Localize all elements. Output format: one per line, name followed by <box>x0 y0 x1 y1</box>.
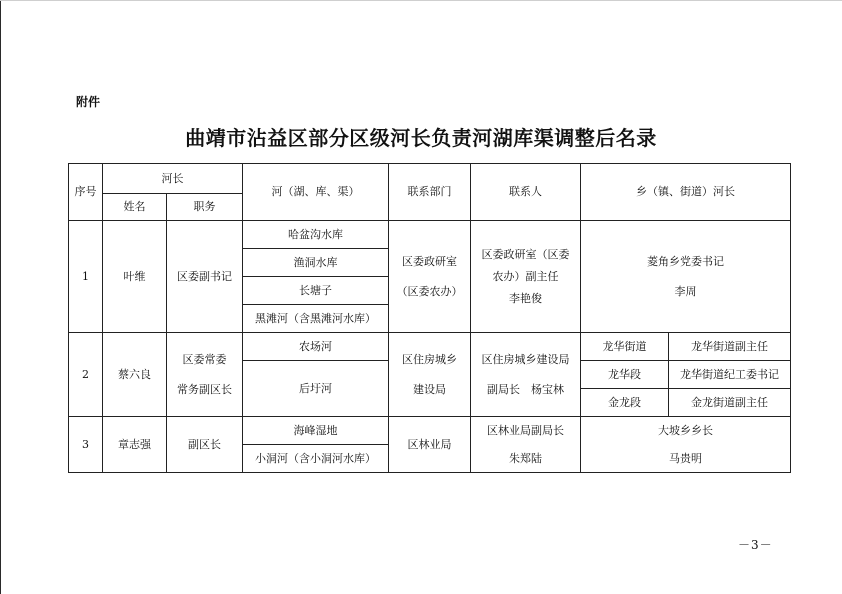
row-water: 后圩河 <box>243 361 389 417</box>
row-position-line: 常务副区长 <box>177 382 232 396</box>
row-township-chief: 金龙街道副主任 <box>669 389 791 417</box>
header-department: 联系部门 <box>389 164 471 221</box>
row-department <box>389 333 471 417</box>
row-water: 农场河 <box>243 333 389 361</box>
row-contact-line: 副局长 杨宝林 <box>487 382 564 396</box>
row-contact <box>471 417 581 473</box>
header-seq: 序号 <box>69 164 103 221</box>
header-waters: 河（湖、库、渠） <box>243 164 389 221</box>
header-position: 职务 <box>167 194 243 221</box>
row-name: 章志强 <box>103 417 167 473</box>
row-township-title: 大坡乡乡长 <box>658 423 713 437</box>
row-water: 海峰湿地 <box>243 417 389 445</box>
row-department: 区林业局 <box>389 417 471 473</box>
row-position: 区委副书记 <box>167 221 243 333</box>
row-township-area: 龙华段 <box>581 361 669 389</box>
row-contact-line: 区住房城乡建设局 <box>481 352 570 366</box>
row-township-area: 龙华街道 <box>581 333 669 361</box>
row-seq: 1 <box>69 221 103 333</box>
row-water: 长塘子 <box>243 277 389 305</box>
table-row <box>69 417 791 445</box>
table-row <box>69 221 791 249</box>
row-department-line: （区委农办） <box>396 284 463 298</box>
row-contact-line: 区林业局副局长 <box>487 423 564 437</box>
row-township <box>581 417 791 473</box>
page-left-edge <box>0 0 1 594</box>
row-township-area: 金龙段 <box>581 389 669 417</box>
row-contact-line: 区委政研室（区委 <box>481 247 570 261</box>
row-contact <box>471 221 581 333</box>
row-water: 黑滩河（含黑滩河水库） <box>243 305 389 333</box>
row-department-line: 区住房城乡 <box>402 352 457 366</box>
row-township-name: 马贵明 <box>669 451 702 465</box>
row-seq: 2 <box>69 333 103 417</box>
page-number: －3－ <box>738 538 773 552</box>
row-contact-line: 朱郑陆 <box>509 451 542 465</box>
document-title: 曲靖市沾益区部分区级河长负责河湖库渠调整后名录 <box>185 126 657 150</box>
row-position <box>167 333 243 417</box>
row-water: 小洞河（含小洞河水库） <box>243 445 389 473</box>
header-river-chief: 河长 <box>103 164 243 194</box>
page-top-edge <box>0 0 842 1</box>
table-row <box>69 333 791 361</box>
row-township-chief: 龙华街道纪工委书记 <box>669 361 791 389</box>
row-contact-line: 农办）副主任 <box>492 269 559 283</box>
attachment-label: 附件 <box>76 95 101 109</box>
row-position: 副区长 <box>167 417 243 473</box>
row-township-name: 李周 <box>674 284 697 298</box>
row-township-title: 菱角乡党委书记 <box>647 254 724 268</box>
header-township: 乡（镇、街道）河长 <box>581 164 791 221</box>
row-seq: 3 <box>69 417 103 473</box>
header-name: 姓名 <box>103 194 167 221</box>
row-department <box>389 221 471 333</box>
table-header-row <box>69 164 791 194</box>
row-department-line: 区委政研室 <box>402 254 457 268</box>
row-water: 哈盆沟水库 <box>243 221 389 249</box>
row-department-line: 建设局 <box>413 382 446 396</box>
row-contact-line: 李艳俊 <box>509 291 542 305</box>
row-township <box>581 221 791 333</box>
row-water: 渔洞水库 <box>243 249 389 277</box>
row-position-line: 区委常委 <box>182 352 227 366</box>
row-contact <box>471 333 581 417</box>
row-name: 蔡六良 <box>103 333 167 417</box>
row-name: 叶维 <box>103 221 167 333</box>
river-chief-table <box>68 163 791 473</box>
header-contact: 联系人 <box>471 164 581 221</box>
row-township-chief: 龙华街道副主任 <box>669 333 791 361</box>
